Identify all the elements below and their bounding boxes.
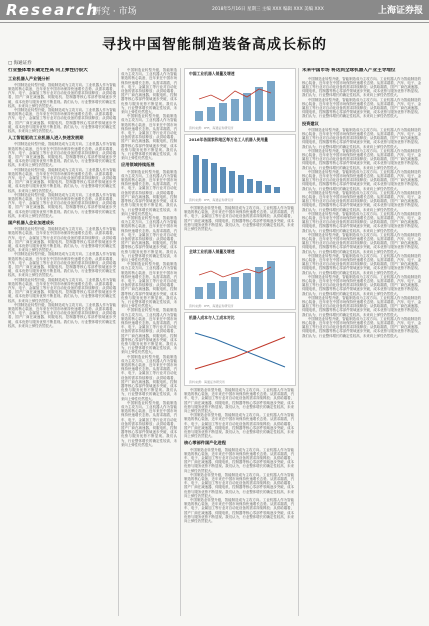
paragraph: 中国制造业转型升级，智能制造成为主攻方向。工业机器人作为智能制造的核心装备，近年来在中国市场保持快速增长态势。从需求端看，汽车、电子、金属加工等行业对自动化设备的需求持续释放；从供给端看，国产厂商在减速器、伺服电机、控制器等核心零部件领域逐步突破，成本优势与服务优势不断显现。我们认为，行业整体增长的确定性较高，未来向上弹性仍然很大。 [8, 227, 116, 253]
article-column-1 [8, 68, 116, 616]
chart-3-title: 全球工业机器人销量及增速 [189, 249, 235, 254]
chart-1-title: 中国工业机器人销量及增速 [189, 71, 235, 76]
paragraph: 中国制造业转型升级，智能制造成为主攻方向。工业机器人作为智能制造的核心装备，近年来在中国市场保持快速增长态势。从需求端看，汽车、电子、金属加工等行业对自动化设备的需求持续释放；从供给端看，国产厂商在减速器、伺服电机、控制器等核心零部件领域逐步突破，成本优势与服务优势不断显现。我们认为，行业整体增长的确定性较高，未来向上弹性仍然很大。 [121, 354, 177, 401]
chart-4 [184, 312, 296, 386]
paragraph: 中国制造业转型升级，智能制造成为主攻方向。工业机器人作为智能制造的核心装备，近年来在中国市场保持快速增长态势。从需求端看，汽车、电子、金属加工等行业对自动化设备的需求持续释放；从供给端看，国产厂商在减速器、伺服电机、控制器等核心零部件领域逐步突破，成本优势与服务优势不断显现。我们认为，行业整体增长的确定性较高，未来向上弹性仍然很大。 [184, 498, 294, 524]
paragraph: 中国制造业转型升级，智能制造成为主攻方向。工业机器人作为智能制造的核心装备，近年来在中国市场保持快速增长态势。从需求端看，汽车、电子、金属加工等行业对自动化设备的需求持续释放；从供给端看，国产厂商在减速器、伺服电机、控制器等核心零部件领域逐步突破，成本优势与服务优势不断显现。我们认为，行业整体增长的确定性较高，未来向上弹性仍然很大。 [302, 295, 421, 317]
paragraph: 中国制造业转型升级，智能制造成为主攻方向。工业机器人作为智能制造的核心装备，近年来在中国市场保持快速增长态势。从需求端看，汽车、电子、金属加工等行业对自动化设备的需求持续释放；从供给端看，国产厂商在减速器、伺服电机、控制器等核心零部件领域逐步突破，成本优势与服务优势不断显现。我们认为，行业整体增长的确定性较高，未来向上弹性仍然很大。 [8, 82, 116, 108]
chart-4-source: 资料来源：海通证券研究所 [189, 380, 226, 384]
paragraph: 中国制造业转型升级，智能制造成为主攻方向。工业机器人作为智能制造的核心装备，近年来在中国市场保持快速增长态势。从需求端看，汽车、电子、金属加工等行业对自动化设备的需求持续释放；从供给端看，国产厂商在减速器、伺服电机、控制器等核心零部件领域逐步突破，成本优势与服务优势不断显现。我们认为，行业整体增长的确定性较高，未来向上弹性仍然很大。 [302, 274, 421, 296]
paragraph: 中国制造业转型升级，智能制造成为主攻方向。工业机器人作为智能制造的核心装备，近年来在中国市场保持快速增长态势。从需求端看，汽车、电子、金属加工等行业对自动化设备的需求持续释放；从供给端看，国产厂商在减速器、伺服电机、控制器等核心零部件领域逐步突破，成本优势与服务优势不断显现。我们认为，行业整体增长的确定性较高，未来向上弹性仍然很大。 [302, 127, 421, 149]
paragraph: 中国制造业转型升级，智能制造成为主攻方向。工业机器人作为智能制造的核心装备，近年来在中国市场保持快速增长态势。从需求端看，汽车、电子、金属加工等行业对自动化设备的需求持续释放；从供给端看，国产厂商在减速器、伺服电机、控制器等核心零部件领域逐步突破，成本优势与服务优势不断显现。我们认为，行业整体增长的确定性较高，未来向上弹性仍然很大。 [121, 400, 177, 447]
subhead-1: 工业机器人产业链分析 [8, 75, 50, 81]
chart-2-source: 资料来源：IFR，海通证券研究所 [189, 198, 234, 202]
chart-2-title: 2016年各国家和地区每万名工人机器人使用量 [189, 137, 268, 142]
masthead-divider [0, 22, 429, 23]
article-column-center [184, 206, 294, 244]
chart-1 [184, 68, 296, 132]
paragraph: 中国制造业转型升级，智能制造成为主攻方向。工业机器人作为智能制造的核心装备，近年来在中国市场保持快速增长态势。从需求端看，汽车、电子、金属加工等行业对自动化设备的需求持续释放；从供给端看，国产厂商在减速器、伺服电机、控制器等核心零部件领域逐步突破，成本优势与服务优势不断显现。我们认为，行业整体增长的确定性较高，未来向上弹性仍然很大。 [184, 447, 294, 473]
chart-2 [184, 134, 296, 204]
chart-1-source: 资料来源：IFR，海通证券研究所 [189, 126, 234, 130]
newspaper-logo: 上海证券报 [377, 6, 423, 16]
paragraph: 中国制造业转型升级，智能制造成为主攻方向。工业机器人作为智能制造的核心装备，近年来在中国市场保持快速增长态势。从需求端看，汽车、电子、金属加工等行业对自动化设备的需求持续释放；从供给端看，国产厂商在减速器、伺服电机、控制器等核心零部件领域逐步突破，成本优势与服务优势不断显现。我们认为，行业整体增长的确定性较高，未来向上弹性仍然很大。 [302, 253, 421, 275]
paragraph: 中国制造业转型升级，智能制造成为主攻方向。工业机器人作为智能制造的核心装备，近年来在中国市场保持快速增长态势。从需求端看，汽车、电子、金属加工等行业对自动化设备的需求持续释放；从供给端看，国产厂商在减速器、伺服电机、控制器等核心零部件领域逐步突破，成本优势与服务优势不断显现。我们认为，行业整体增长的确定性较高，未来向上弹性仍然很大。 [302, 190, 421, 212]
page-headline: 寻找中国智能制造装备高成长标的 [102, 37, 327, 53]
paragraph: 中国制造业转型升级，智能制造成为主攻方向。工业机器人作为智能制造的核心装备，近年来在中国市场保持快速增长态势。从需求端看，汽车、电子、金属加工等行业对自动化设备的需求持续释放；从供给端看，国产厂商在减速器、伺服电机、控制器等核心零部件领域逐步突破，成本优势与服务优势不断显现。我们认为，行业整体增长的确定性较高，未来向上弹性仍然很大。 [121, 308, 177, 355]
paragraph: 中国制造业转型升级，智能制造成为主攻方向。工业机器人作为智能制造的核心装备，近年来在中国市场保持快速增长态势。从需求端看，汽车、电子、金属加工等行业对自动化设备的需求持续释放；从供给端看，国产厂商在减速器、伺服电机、控制器等核心零部件领域逐步突破，成本优势与服务优势不断显现。我们认为，行业整体增长的确定性较高，未来向上弹性仍然很大。 [302, 211, 421, 233]
paragraph: 中国制造业转型升级，智能制造成为主攻方向。工业机器人作为智能制造的核心装备，近年来在中国市场保持快速增长态势。从需求端看，汽车、电子、金属加工等行业对自动化设备的需求持续释放；从供给端看，国产厂商在减速器、伺服电机、控制器等核心零部件领域逐步突破，成本优势与服务优势不断显现。我们认为，行业整体增长的确定性较高，未来向上弹性仍然很大。 [8, 107, 116, 133]
byline: □ 海通证券 [8, 61, 32, 66]
paragraph: 中国制造业转型升级，智能制造成为主攻方向。工业机器人作为智能制造的核心装备，近年来在中国市场保持快速增长态势。从需求端看，汽车、电子、金属加工等行业对自动化设备的需求持续释放；从供给端看，国产厂商在减速器、伺服电机、控制器等核心零部件领域逐步突破，成本优势与服务优势不断显现。我们认为，行业整体增长的确定性较高，未来向上弹性仍然很大。 [8, 252, 116, 278]
right-box [302, 77, 421, 119]
section-title-research: Research [6, 1, 100, 19]
chart-3-graphic [185, 247, 295, 309]
paragraph: 中国制造业转型升级，智能制造成为主攻方向。工业机器人作为智能制造的核心装备，近年来在中国市场保持快速增长态势。从需求端看，汽车、电子、金属加工等行业对自动化设备的需求持续释放；从供给端看，国产厂商在减速器、伺服电机、控制器等核心零部件领域逐步突破，成本优势与服务优势不断显现。我们认为，行业整体增长的确定性较高，未来向上弹性仍然很大。 [121, 169, 177, 216]
paragraph: 中国制造业转型升级，智能制造成为主攻方向。工业机器人作为智能制造的核心装备，近年来在中国市场保持快速增长态势。从需求端看，汽车、电子、金属加工等行业对自动化设备的需求持续释放；从供给端看，国产厂商在减速器、伺服电机、控制器等核心零部件领域逐步突破，成本优势与服务优势不断显现。我们认为，行业整体增长的确定性较高，未来向上弹性仍然很大。 [184, 413, 294, 439]
paragraph: 中国制造业转型升级，智能制造成为主攻方向。工业机器人作为智能制造的核心装备，近年来在中国市场保持快速增长态势。从需求端看，汽车、电子、金属加工等行业对自动化设备的需求持续释放；从供给端看，国产厂商在减速器、伺服电机、控制器等核心零部件领域逐步突破，成本优势与服务优势不断显现。我们认为，行业整体增长的确定性较高，未来向上弹性仍然很大。 [184, 206, 294, 232]
paragraph: 中国制造业转型升级，智能制造成为主攻方向。工业机器人作为智能制造的核心装备，近年来在中国市场保持快速增长态势。从需求端看，汽车、电子、金属加工等行业对自动化设备的需求持续释放；从供给端看，国产厂商在减速器、伺服电机、控制器等核心零部件领域逐步突破，成本优势与服务优势不断显现。我们认为，行业整体增长的确定性较高，未来向上弹性仍然很大。 [121, 68, 177, 115]
paragraph: 中国制造业转型升级，智能制造成为主攻方向。工业机器人作为智能制造的核心装备，近年来在中国市场保持快速增长态势。从需求端看，汽车、电子、金属加工等行业对自动化设备的需求持续释放；从供给端看，国产厂商在减速器、伺服电机、控制器等核心零部件领域逐步突破，成本优势与服务优势不断显现。我们认为，行业整体增长的确定性较高，未来向上弹性仍然很大。 [302, 316, 421, 338]
paragraph: 中国制造业转型升级，智能制造成为主攻方向。工业机器人作为智能制造的核心装备，近年来在中国市场保持快速增长态势。从需求端看，汽车、电子、金属加工等行业对自动化设备的需求持续释放；从供给端看，国产厂商在减速器、伺服电机、控制器等核心零部件领域逐步突破，成本优势与服务优势不断显现。我们认为，行业整体增长的确定性较高，未来向上弹性仍然很大。 [8, 192, 116, 218]
paragraph: 中国制造业转型升级，智能制造成为主攻方向。工业机器人作为智能制造的核心装备，近年来在中国市场保持快速增长态势。从需求端看，汽车、电子、金属加工等行业对自动化设备的需求持续释放；从供给端看，国产厂商在减速器、伺服电机、控制器等核心零部件领域逐步突破，成本优势与服务优势不断显现。我们认为，行业整体增长的确定性较高，未来向上弹性仍然很大。 [302, 97, 421, 119]
article-column-center-bottom [184, 388, 294, 616]
paragraph: 中国制造业转型升级，智能制造成为主攻方向。工业机器人作为智能制造的核心装备，近年来在中国市场保持快速增长态势。从需求端看，汽车、电子、金属加工等行业对自动化设备的需求持续释放；从供给端看，国产厂商在减速器、伺服电机、控制器等核心零部件领域逐步突破，成本优势与服务优势不断显现。我们认为，行业整体增长的确定性较高，未来向上弹性仍然很大。 [8, 167, 116, 193]
paragraph: 中国制造业转型升级，智能制造成为主攻方向。工业机器人作为智能制造的核心装备，近年来在中国市场保持快速增长态势。从需求端看，汽车、电子、金属加工等行业对自动化设备的需求持续释放；从供给端看，国产厂商在减速器、伺服电机、控制器等核心零部件领域逐步突破，成本优势与服务优势不断显现。我们认为，行业整体增长的确定性较高，未来向上弹性仍然很大。 [8, 302, 116, 328]
paragraph: 中国制造业转型升级，智能制造成为主攻方向。工业机器人作为智能制造的核心装备，近年来在中国市场保持快速增长态势。从需求端看，汽车、电子、金属加工等行业对自动化设备的需求持续释放；从供给端看，国产厂商在减速器、伺服电机、控制器等核心零部件领域逐步突破，成本优势与服务优势不断显现。我们认为，行业整体增长的确定性较高，未来向上弹性仍然很大。 [8, 277, 116, 303]
chart-1-graphic [185, 69, 295, 131]
paragraph: 中国制造业转型升级，智能制造成为主攻方向。工业机器人作为智能制造的核心装备，近年来在中国市场保持快速增长态势。从需求端看，汽车、电子、金属加工等行业对自动化设备的需求持续释放；从供给端看，国产厂商在减速器、伺服电机、控制器等核心零部件领域逐步突破，成本优势与服务优势不断显现。我们认为，行业整体增长的确定性较高，未来向上弹性仍然很大。 [302, 169, 421, 191]
chart-3 [184, 246, 296, 310]
paragraph: 中国制造业转型升级，智能制造成为主攻方向。工业机器人作为智能制造的核心装备，近年来在中国市场保持快速增长态势。从需求端看，汽车、电子、金属加工等行业对自动化设备的需求持续释放；从供给端看，国产厂商在减速器、伺服电机、控制器等核心零部件领域逐步突破，成本优势与服务优势不断显现。我们认为，行业整体增长的确定性较高，未来向上弹性仍然很大。 [184, 388, 294, 414]
paragraph: 中国制造业转型升级，智能制造成为主攻方向。工业机器人作为智能制造的核心装备，近年来在中国市场保持快速增长态势。从需求端看，汽车、电子、金属加工等行业对自动化设备的需求持续释放；从供给端看，国产厂商在减速器、伺服电机、控制器等核心零部件领域逐步突破，成本优势与服务优势不断显现。我们认为，行业整体增长的确定性较高，未来向上弹性仍然很大。 [121, 215, 177, 262]
subhead-3: 国产机器人企业加速成长 [8, 220, 55, 225]
chart-3-source: 资料来源：IFR，海通证券研究所 [189, 304, 234, 308]
chart-4-title: 机器人成本与人工成本对比 [189, 315, 235, 320]
subhead-5: 核心零部件国产化进程 [184, 440, 226, 446]
issue-date: 2018年5月16日 星期三 主编 XXX 编辑 XXX 美编 XXX [212, 7, 324, 12]
section-label: 研究 · 市场 [92, 7, 137, 17]
paragraph: 中国制造业转型升级，智能制造成为主攻方向。工业机器人作为智能制造的核心装备，近年来在中国市场保持快速增长态势。从需求端看，汽车、电子、金属加工等行业对自动化设备的需求持续释放；从供给端看，国产厂商在减速器、伺服电机、控制器等核心零部件领域逐步突破，成本优势与服务优势不断显现。我们认为，行业整体增长的确定性较高，未来向上弹性仍然很大。 [121, 114, 177, 161]
article-column-right [302, 68, 421, 616]
subhead-2: 人工智能驱动工业机器人进入快速发展期 [8, 135, 84, 141]
subhead-4: 应用领域持续拓展 [121, 162, 155, 168]
article-column-2 [121, 68, 177, 616]
lead-right: 未来中国市场 将达到全球机器人产业主导地位 [302, 68, 396, 73]
subhead-6: 投资建议 [302, 120, 319, 126]
paragraph: 中国制造业转型升级，智能制造成为主攻方向。工业机器人作为智能制造的核心装备，近年来在中国市场保持快速增长态势。从需求端看，汽车、电子、金属加工等行业对自动化设备的需求持续释放；从供给端看，国产厂商在减速器、伺服电机、控制器等核心零部件领域逐步突破，成本优势与服务优势不断显现。我们认为，行业整体增长的确定性较高，未来向上弹性仍然很大。 [8, 142, 116, 168]
column-divider [118, 68, 119, 616]
chart-4-graphic [185, 313, 295, 385]
paragraph: 中国制造业转型升级，智能制造成为主攻方向。工业机器人作为智能制造的核心装备，近年来在中国市场保持快速增长态势。从需求端看，汽车、电子、金属加工等行业对自动化设备的需求持续释放；从供给端看，国产厂商在减速器、伺服电机、控制器等核心零部件领域逐步突破，成本优势与服务优势不断显现。我们认为，行业整体增长的确定性较高，未来向上弹性仍然很大。 [302, 148, 421, 170]
paragraph: 中国制造业转型升级，智能制造成为主攻方向。工业机器人作为智能制造的核心装备，近年来在中国市场保持快速增长态势。从需求端看，汽车、电子、金属加工等行业对自动化设备的需求持续释放；从供给端看，国产厂商在减速器、伺服电机、控制器等核心零部件领域逐步突破，成本优势与服务优势不断显现。我们认为，行业整体增长的确定性较高，未来向上弹性仍然很大。 [121, 262, 177, 309]
paragraph: 中国制造业转型升级，智能制造成为主攻方向。工业机器人作为智能制造的核心装备，近年来在中国市场保持快速增长态势。从需求端看，汽车、电子、金属加工等行业对自动化设备的需求持续释放；从供给端看，国产厂商在减速器、伺服电机、控制器等核心零部件领域逐步突破，成本优势与服务优势不断显现。我们认为，行业整体增长的确定性较高，未来向上弹性仍然很大。 [302, 232, 421, 254]
lead-left: 行业整体增长确定性高 向上弹性仍很大 [8, 68, 88, 73]
column-divider [298, 68, 299, 616]
paragraph: 中国制造业转型升级，智能制造成为主攻方向。工业机器人作为智能制造的核心装备，近年来在中国市场保持快速增长态势。从需求端看，汽车、电子、金属加工等行业对自动化设备的需求持续释放；从供给端看，国产厂商在减速器、伺服电机、控制器等核心零部件领域逐步突破，成本优势与服务优势不断显现。我们认为，行业整体增长的确定性较高，未来向上弹性仍然很大。 [184, 472, 294, 498]
paragraph: 中国制造业转型升级，智能制造成为主攻方向。工业机器人作为智能制造的核心装备，近年来在中国市场保持快速增长态势。从需求端看，汽车、电子、金属加工等行业对自动化设备的需求持续释放；从供给端看，国产厂商在减速器、伺服电机、控制器等核心零部件领域逐步突破，成本优势与服务优势不断显现。我们认为，行业整体增长的确定性较高，未来向上弹性仍然很大。 [302, 76, 421, 98]
chart-2-graphic [185, 135, 295, 203]
column-divider [180, 68, 181, 616]
